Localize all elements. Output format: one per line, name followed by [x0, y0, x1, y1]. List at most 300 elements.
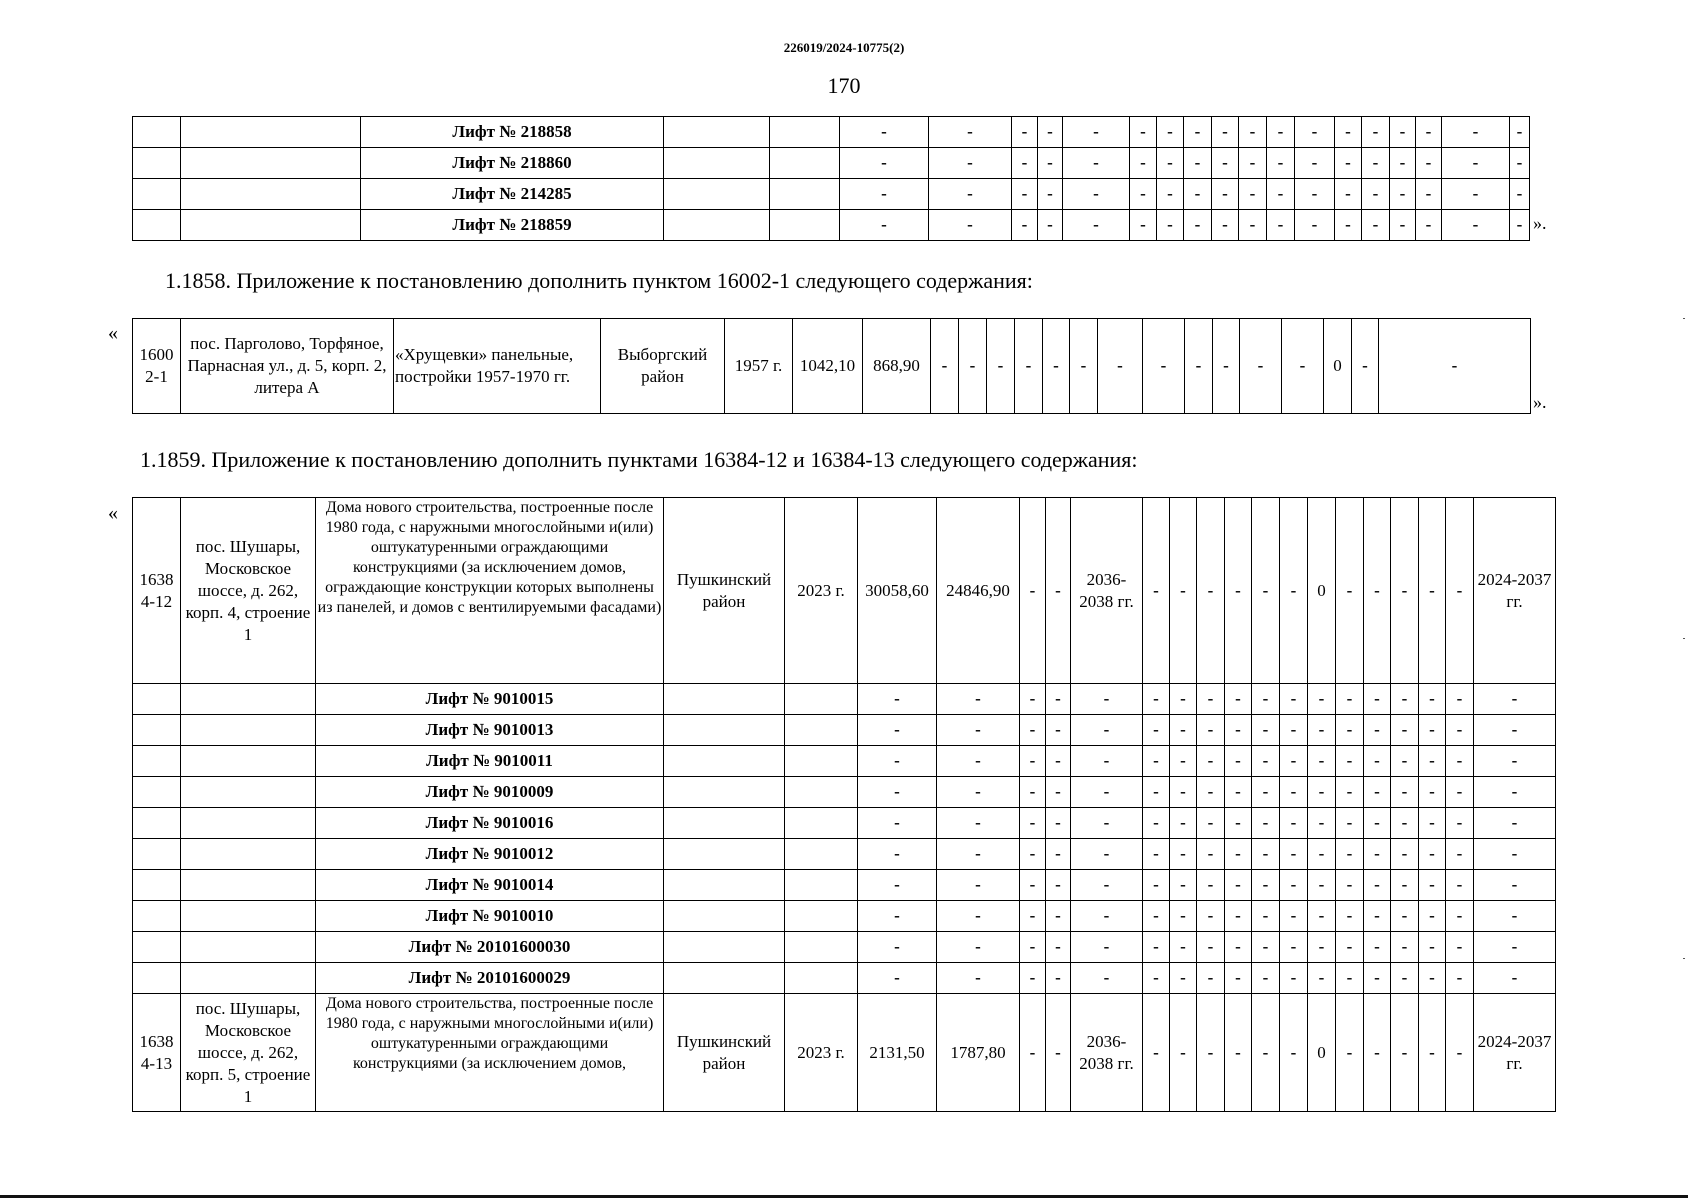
- work-cell: -: [1446, 746, 1474, 777]
- address-cell: [181, 839, 316, 870]
- work-cell: -: [858, 684, 937, 715]
- work-cell: -: [1252, 498, 1280, 684]
- lift-label: Лифт № 9010014: [316, 870, 664, 901]
- work-cell: -: [1143, 870, 1170, 901]
- work-cell: -: [1419, 870, 1446, 901]
- work-cell: -: [1020, 684, 1046, 715]
- scan-edge-line: [0, 1195, 1688, 1198]
- table-row: [133, 746, 1556, 777]
- work-cell: -: [1280, 808, 1308, 839]
- work-cell: -: [1212, 210, 1239, 241]
- work-cell: -: [1225, 839, 1252, 870]
- year-cell: [785, 746, 858, 777]
- work-cell: -: [1143, 932, 1170, 963]
- work-cell: -: [1336, 963, 1364, 994]
- work-cell: -: [1252, 870, 1280, 901]
- year-cell: 1957 г.: [725, 319, 793, 414]
- work-cell: -: [1157, 210, 1184, 241]
- work-cell: -: [1391, 963, 1419, 994]
- work-cell: -: [1252, 932, 1280, 963]
- work-cell: -: [1308, 901, 1336, 932]
- work-cell: -: [1063, 148, 1130, 179]
- work-cell: -: [1390, 148, 1416, 179]
- item-number: [133, 932, 181, 963]
- work-cell: -: [1071, 901, 1143, 932]
- item-number: [133, 808, 181, 839]
- work-cell: -: [1071, 839, 1143, 870]
- work-cell: -: [1157, 179, 1184, 210]
- item-number: [133, 148, 181, 179]
- work-cell: -: [1419, 715, 1446, 746]
- work-cell: -: [1336, 684, 1364, 715]
- total-area-cell: 30058,60: [858, 498, 937, 684]
- building-type-cell: «Хрущевки» панельные, постройки 1957-1970 гг.: [394, 319, 601, 414]
- year-cell: [785, 901, 858, 932]
- district-cell: [664, 148, 770, 179]
- work-cell: -: [1143, 777, 1170, 808]
- work-cell: -: [1364, 715, 1391, 746]
- work-cell: -: [1225, 870, 1252, 901]
- work-cell: -: [1419, 684, 1446, 715]
- year-cell: [785, 839, 858, 870]
- address-cell: [181, 210, 361, 241]
- table-item-16002-1: [132, 318, 1531, 414]
- work-cell: -: [858, 963, 937, 994]
- work-cell: -: [1071, 932, 1143, 963]
- work-cell: -: [1012, 148, 1038, 179]
- work-cell: -: [1364, 963, 1391, 994]
- work-cell: -: [1280, 777, 1308, 808]
- work-cell: -: [1197, 932, 1225, 963]
- work-cell: -: [1446, 994, 1474, 1112]
- work-cell: -: [1012, 179, 1038, 210]
- work-cell: -: [1419, 963, 1446, 994]
- work-cell: -: [1252, 839, 1280, 870]
- work-cell: -: [1197, 870, 1225, 901]
- lift-label: Лифт № 9010009: [316, 777, 664, 808]
- work-cell: -: [1143, 808, 1170, 839]
- work-cell: -: [840, 117, 929, 148]
- work-cell: -: [1143, 839, 1170, 870]
- work-cell: -: [1308, 839, 1336, 870]
- work-cell: -: [1446, 870, 1474, 901]
- work-cell: -: [1063, 210, 1130, 241]
- work-cell: -: [937, 808, 1020, 839]
- table-row: [133, 715, 1556, 746]
- closing-quote-1858: ».: [1533, 392, 1547, 412]
- work-cell: -: [1364, 498, 1391, 684]
- work-cell: -: [1364, 746, 1391, 777]
- lift-label: Лифт № 9010011: [316, 746, 664, 777]
- work-cell: -: [1336, 839, 1364, 870]
- work-cell: -: [1280, 715, 1308, 746]
- work-cell: -: [1336, 994, 1364, 1112]
- work-cell: -: [1130, 148, 1157, 179]
- work-cell: -: [1474, 715, 1556, 746]
- work-cell: -: [1379, 319, 1531, 414]
- work-cell: -: [1212, 179, 1239, 210]
- item-number: [133, 839, 181, 870]
- work-cell: -: [1391, 870, 1419, 901]
- work-cell: -: [1510, 179, 1530, 210]
- work-cell: -: [1308, 684, 1336, 715]
- work-cell: -: [1362, 179, 1390, 210]
- work-cell: -: [858, 870, 937, 901]
- year-cell: [770, 117, 840, 148]
- work-cell: -: [1391, 994, 1419, 1112]
- work-cell: -: [1212, 148, 1239, 179]
- address-cell: [181, 117, 361, 148]
- work-cell: -: [1364, 839, 1391, 870]
- work-cell: -: [937, 932, 1020, 963]
- table-row: [133, 901, 1556, 932]
- lift-label: Лифт № 20101600029: [316, 963, 664, 994]
- item-number: [133, 746, 181, 777]
- work-cell: -: [1474, 746, 1556, 777]
- work-cell: -: [1046, 746, 1071, 777]
- work-cell: -: [1352, 319, 1379, 414]
- address-cell: [181, 963, 316, 994]
- lift-label: Лифт № 9010013: [316, 715, 664, 746]
- year-cell: [785, 715, 858, 746]
- work-cell: -: [1046, 839, 1071, 870]
- address-cell: [181, 746, 316, 777]
- work-cell: -: [1252, 963, 1280, 994]
- work-cell: -: [1364, 684, 1391, 715]
- work-cell: -: [937, 746, 1020, 777]
- paragraph-1858: 1.1858. Приложение к постановлению дополнить пунктом 16002-1 следующего содержания:: [165, 268, 1033, 293]
- work-cell: -: [937, 715, 1020, 746]
- work-cell: -: [1419, 808, 1446, 839]
- work-cell: -: [1280, 963, 1308, 994]
- item-number: [133, 963, 181, 994]
- item-number: [133, 684, 181, 715]
- item-number: [133, 715, 181, 746]
- work-cell: 0: [1308, 994, 1336, 1112]
- total-area-cell: 1042,10: [793, 319, 863, 414]
- work-cell: -: [1240, 319, 1282, 414]
- work-cell: -: [1336, 498, 1364, 684]
- work-cell: -: [1046, 963, 1071, 994]
- district-cell: [664, 684, 785, 715]
- district-cell: Выборгский район: [601, 319, 725, 414]
- work-cell: -: [1442, 117, 1510, 148]
- work-cell: -: [1446, 498, 1474, 684]
- work-cell: -: [937, 901, 1020, 932]
- work-cell: -: [858, 715, 937, 746]
- year-cell: [785, 777, 858, 808]
- work-cell: -: [937, 870, 1020, 901]
- roof-period-cell: 2036-2038 гг.: [1071, 498, 1143, 684]
- district-cell: [664, 210, 770, 241]
- lift-label: Лифт № 9010010: [316, 901, 664, 932]
- work-cell: -: [1098, 319, 1143, 414]
- work-cell: -: [1252, 684, 1280, 715]
- district-cell: [664, 963, 785, 994]
- address-cell: [181, 715, 316, 746]
- address-cell: [181, 901, 316, 932]
- work-cell: -: [1020, 994, 1046, 1112]
- paragraph-1859: 1.1859. Приложение к постановлению дополнить пунктами 16384-12 и 16384-13 следующего содержания:: [140, 447, 1138, 472]
- work-cell: -: [1185, 319, 1213, 414]
- closing-quote-top: ».: [1533, 213, 1547, 233]
- work-cell: -: [1170, 963, 1197, 994]
- work-cell: -: [1308, 777, 1336, 808]
- work-cell: -: [1252, 994, 1280, 1112]
- work-cell: -: [1390, 179, 1416, 210]
- work-cell: -: [1364, 994, 1391, 1112]
- address-cell: [181, 148, 361, 179]
- address-cell: [181, 179, 361, 210]
- work-cell: -: [1184, 148, 1212, 179]
- work-cell: -: [1510, 210, 1530, 241]
- work-cell: -: [931, 319, 959, 414]
- table-row: [133, 210, 1530, 241]
- work-cell: -: [929, 179, 1012, 210]
- building-type-cell: Дома нового строительства, построенные после 1980 года, с наружными многослойными и(или) оштукатуренными ограждающими конструкциями (за исключением домов,: [316, 994, 664, 1112]
- work-cell: -: [1225, 932, 1252, 963]
- work-cell: -: [1020, 715, 1046, 746]
- work-cell: -: [1213, 319, 1240, 414]
- work-cell: -: [1364, 808, 1391, 839]
- work-cell: -: [1308, 808, 1336, 839]
- district-cell: [664, 777, 785, 808]
- total-area-cell: 2131,50: [858, 994, 937, 1112]
- work-cell: -: [1143, 994, 1170, 1112]
- work-cell: -: [1335, 179, 1362, 210]
- work-cell: -: [1225, 715, 1252, 746]
- work-cell: -: [1038, 117, 1063, 148]
- work-cell: -: [937, 839, 1020, 870]
- work-cell: -: [1267, 179, 1295, 210]
- work-cell: -: [1252, 715, 1280, 746]
- work-cell: -: [1282, 319, 1324, 414]
- work-cell: -: [1225, 498, 1252, 684]
- item-number: 1638 4-13: [133, 994, 181, 1112]
- address-cell: пос. Шушары, Московское шоссе, д. 262, корп. 4, строение 1: [181, 498, 316, 684]
- work-cell: -: [1170, 746, 1197, 777]
- work-cell: -: [1046, 870, 1071, 901]
- work-cell: 0: [1324, 319, 1352, 414]
- work-cell: -: [1280, 932, 1308, 963]
- work-cell: -: [1197, 746, 1225, 777]
- work-cell: -: [1391, 839, 1419, 870]
- work-cell: -: [1267, 210, 1295, 241]
- work-cell: -: [1510, 117, 1530, 148]
- year-cell: [785, 963, 858, 994]
- work-cell: -: [1046, 715, 1071, 746]
- work-cell: -: [858, 777, 937, 808]
- work-cell: -: [1336, 901, 1364, 932]
- work-cell: -: [1012, 117, 1038, 148]
- work-cell: -: [1046, 777, 1071, 808]
- work-cell: -: [1020, 498, 1046, 684]
- year-cell: [770, 210, 840, 241]
- work-cell: -: [1020, 839, 1046, 870]
- work-cell: -: [1364, 870, 1391, 901]
- work-cell: -: [1391, 498, 1419, 684]
- work-cell: -: [840, 210, 929, 241]
- work-cell: -: [858, 839, 937, 870]
- work-cell: -: [1170, 777, 1197, 808]
- work-cell: -: [858, 901, 937, 932]
- work-cell: -: [1038, 148, 1063, 179]
- work-cell: -: [1419, 901, 1446, 932]
- year-cell: [770, 148, 840, 179]
- lift-label: Лифт № 20101600030: [316, 932, 664, 963]
- table-row: [133, 932, 1556, 963]
- work-cell: -: [1170, 901, 1197, 932]
- work-cell: -: [1197, 901, 1225, 932]
- table-row: [133, 839, 1556, 870]
- work-cell: -: [1252, 777, 1280, 808]
- work-cell: -: [1197, 963, 1225, 994]
- work-cell: -: [1510, 148, 1530, 179]
- work-cell: -: [1170, 684, 1197, 715]
- page-number: 170: [827, 73, 861, 98]
- scan-edge-mark: [1683, 638, 1685, 639]
- work-cell: -: [1143, 963, 1170, 994]
- work-cell: -: [1295, 117, 1335, 148]
- lift-label: Лифт № 218860: [361, 148, 664, 179]
- work-cell: -: [1308, 963, 1336, 994]
- work-cell: -: [1170, 498, 1197, 684]
- work-cell: -: [1197, 777, 1225, 808]
- work-cell: -: [1474, 839, 1556, 870]
- address-cell: пос. Парголово, Торфяное, Парнасная ул., д. 5, корп. 2, литера А: [181, 319, 394, 414]
- work-cell: -: [1239, 148, 1267, 179]
- work-cell: -: [1071, 715, 1143, 746]
- work-cell: -: [1391, 746, 1419, 777]
- work-cell: -: [1046, 808, 1071, 839]
- lift-label: Лифт № 9010015: [316, 684, 664, 715]
- work-cell: -: [1280, 498, 1308, 684]
- work-cell: -: [1143, 901, 1170, 932]
- work-cell: -: [1474, 870, 1556, 901]
- work-cell: -: [1308, 870, 1336, 901]
- item-number: [133, 179, 181, 210]
- district-cell: [664, 179, 770, 210]
- work-cell: -: [1364, 777, 1391, 808]
- work-cell: -: [1130, 117, 1157, 148]
- work-cell: -: [1362, 210, 1390, 241]
- work-cell: -: [1143, 684, 1170, 715]
- work-cell: -: [1442, 148, 1510, 179]
- address-cell: [181, 777, 316, 808]
- work-cell: -: [1391, 777, 1419, 808]
- work-cell: -: [1252, 808, 1280, 839]
- item-number: [133, 117, 181, 148]
- work-cell: -: [1197, 994, 1225, 1112]
- work-cell: -: [1419, 498, 1446, 684]
- work-cell: -: [1474, 684, 1556, 715]
- work-cell: -: [1157, 117, 1184, 148]
- lift-label: Лифт № 218859: [361, 210, 664, 241]
- work-cell: -: [1446, 901, 1474, 932]
- district-cell: Пушкинский район: [664, 498, 785, 684]
- work-cell: -: [1070, 319, 1098, 414]
- work-cell: -: [1212, 117, 1239, 148]
- work-cell: -: [1336, 777, 1364, 808]
- roof-period-cell: 2036-2038 гг.: [1071, 994, 1143, 1112]
- document-number: 226019/2024-10775(2): [783, 40, 905, 55]
- work-cell: -: [1046, 932, 1071, 963]
- work-cell: -: [1071, 684, 1143, 715]
- work-cell: -: [1442, 210, 1510, 241]
- work-cell: -: [929, 148, 1012, 179]
- work-cell: -: [1416, 210, 1442, 241]
- period-cell: 2024-2037 гг.: [1474, 994, 1556, 1112]
- work-cell: -: [1046, 684, 1071, 715]
- work-cell: -: [1419, 839, 1446, 870]
- district-cell: [664, 715, 785, 746]
- work-cell: -: [1391, 901, 1419, 932]
- work-cell: -: [1225, 808, 1252, 839]
- period-cell: 2024-2037 гг.: [1474, 498, 1556, 684]
- work-cell: -: [1335, 210, 1362, 241]
- work-cell: -: [1280, 684, 1308, 715]
- work-cell: -: [1446, 777, 1474, 808]
- work-cell: -: [1419, 932, 1446, 963]
- work-cell: -: [1071, 870, 1143, 901]
- table-row: [133, 994, 1556, 1112]
- work-cell: -: [1280, 901, 1308, 932]
- work-cell: -: [1239, 210, 1267, 241]
- work-cell: -: [1184, 117, 1212, 148]
- table-row: [133, 179, 1530, 210]
- living-area-cell: 24846,90: [937, 498, 1020, 684]
- work-cell: -: [1225, 901, 1252, 932]
- work-cell: -: [1474, 808, 1556, 839]
- living-area-cell: 1787,80: [937, 994, 1020, 1112]
- work-cell: -: [1130, 179, 1157, 210]
- work-cell: -: [1197, 839, 1225, 870]
- work-cell: -: [937, 963, 1020, 994]
- work-cell: -: [1252, 746, 1280, 777]
- work-cell: -: [1170, 715, 1197, 746]
- work-cell: -: [858, 932, 937, 963]
- work-cell: -: [1335, 148, 1362, 179]
- work-cell: -: [1446, 932, 1474, 963]
- work-cell: -: [1038, 210, 1063, 241]
- work-cell: -: [858, 746, 937, 777]
- work-cell: -: [1280, 746, 1308, 777]
- work-cell: -: [1391, 715, 1419, 746]
- work-cell: -: [1239, 117, 1267, 148]
- item-number: [133, 777, 181, 808]
- table-row: [133, 963, 1556, 994]
- work-cell: -: [1419, 746, 1446, 777]
- district-cell: [664, 932, 785, 963]
- scan-edge-mark: [1683, 318, 1685, 319]
- work-cell: -: [1143, 715, 1170, 746]
- item-number: 1638 4-12: [133, 498, 181, 684]
- work-cell: -: [1362, 148, 1390, 179]
- work-cell: -: [1197, 808, 1225, 839]
- work-cell: -: [1446, 839, 1474, 870]
- work-cell: -: [1170, 932, 1197, 963]
- work-cell: -: [1336, 932, 1364, 963]
- table-items-16384: [132, 497, 1556, 1112]
- work-cell: -: [1267, 148, 1295, 179]
- work-cell: -: [1170, 870, 1197, 901]
- work-cell: -: [1364, 901, 1391, 932]
- work-cell: -: [1197, 684, 1225, 715]
- work-cell: -: [1391, 808, 1419, 839]
- district-cell: [664, 117, 770, 148]
- work-cell: -: [1046, 901, 1071, 932]
- table-row: [133, 870, 1556, 901]
